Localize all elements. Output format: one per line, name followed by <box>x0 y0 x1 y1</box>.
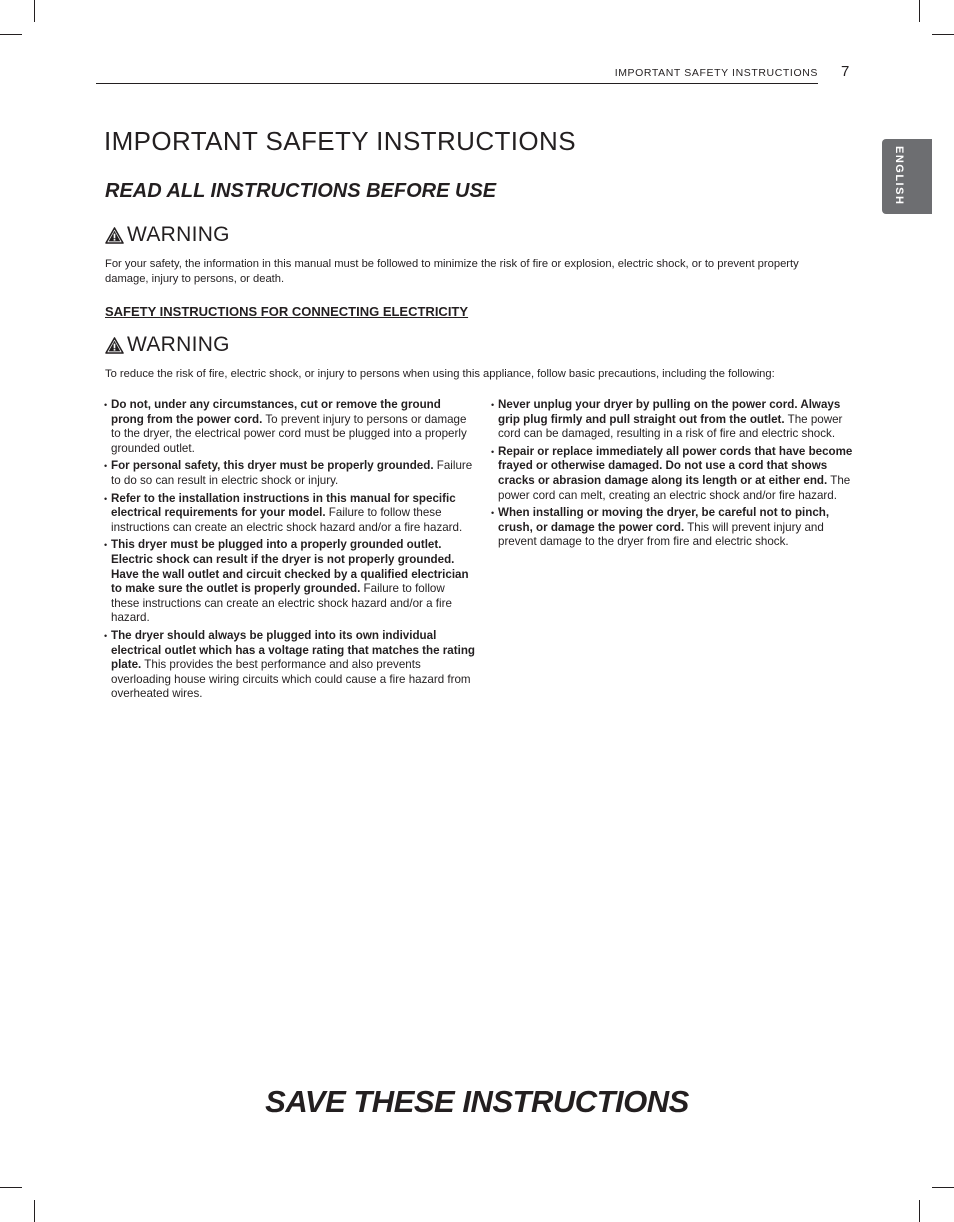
item-bold: Refer to the installation instructions in this manual for specific electrical requirements for your model. <box>111 491 456 520</box>
section-intro: To reduce the risk of fire, electric shock, or injury to persons when using this appliance, follow basic precautions, including the following: <box>105 368 775 380</box>
crop-mark <box>0 34 22 35</box>
language-tab <box>882 139 932 214</box>
right-instruction-list <box>491 398 861 553</box>
item-text: The power cord can be damaged, resulting in a risk of fire and electric shock. <box>498 412 843 441</box>
subtitle: READ ALL INSTRUCTIONS BEFORE USE <box>105 180 497 202</box>
item-bold: Repair or replace immediately all power cords that have become frayed or otherwise damaged. Do not use a cord that shows cracks or abrasion damage along its length or at either end. <box>498 444 853 487</box>
list-item <box>491 398 861 442</box>
item-bold: Never unplug your dryer by pulling on the power cord. Always grip plug firmly and pull straight out from the outlet. <box>498 398 841 426</box>
list-item <box>104 538 476 626</box>
page-title: IMPORTANT SAFETY INSTRUCTIONS <box>104 126 576 156</box>
list-item <box>104 398 476 456</box>
language-tab-label: ENGLISH <box>893 146 905 206</box>
left-instruction-list <box>104 398 476 705</box>
warning-triangle-icon <box>105 337 124 354</box>
warning-triangle-icon <box>105 227 124 244</box>
warning-label: WARNING <box>127 333 230 356</box>
header-rule <box>96 83 818 84</box>
item-bold: For personal safety, this dryer must be properly grounded. <box>111 459 434 473</box>
page-number: 7 <box>841 63 850 80</box>
item-text: To prevent injury to persons or damage to the dryer, the electrical power cord must be plugged into a properly grounded outlet. <box>111 412 467 455</box>
crop-mark <box>919 1200 920 1222</box>
item-bold: This dryer must be plugged into a properly grounded outlet. Electric shock can result if the dryer is not properly grounded. Have the wall outlet and circuit checked by a qualified electrician to make sure the outlet is properly grounded. <box>111 538 469 596</box>
item-text: Failure to follow these instructions can create an electric shock hazard and/or a fire hazard. <box>111 506 463 534</box>
item-text: The power cord can melt, creating an electric shock and/or fire hazard. <box>498 473 851 502</box>
section-heading: SAFETY INSTRUCTIONS FOR CONNECTING ELECTRICITY <box>105 304 469 319</box>
item-bold: Do not, under any circumstances, cut or remove the ground prong from the power cord. <box>111 398 441 426</box>
item-text: Failure to do so can result in electric shock or injury. <box>111 459 473 487</box>
list-item <box>104 629 476 702</box>
list-item <box>104 459 476 488</box>
crop-mark <box>919 0 920 22</box>
section-warning-heading <box>105 333 230 357</box>
crop-mark <box>34 1200 35 1222</box>
item-text: This provides the best performance and also prevents overloading house wiring circuits which could cause a fire hazard from overheated wires. <box>111 658 471 701</box>
item-bold: The dryer should always be plugged into its own individual electrical outlet which has a voltage rating that matches the rating plate. <box>111 628 476 672</box>
running-header: IMPORTANT SAFETY INSTRUCTIONS <box>614 67 818 79</box>
footer-title: SAVE THESE INSTRUCTIONS <box>265 1084 689 1119</box>
list-item <box>491 506 861 550</box>
crop-mark <box>34 0 35 22</box>
warning-label: WARNING <box>127 223 230 246</box>
item-text: This will prevent injury and prevent damage to the dryer from fire and electric shock. <box>498 520 824 549</box>
crop-mark <box>932 34 954 35</box>
crop-mark <box>932 1187 954 1188</box>
intro-paragraph: For your safety, the information in this manual must be followed to minimize the risk of fire or explosion, electric shock, or to prevent property damage, injury to persons, or death. <box>105 258 799 285</box>
list-item <box>491 445 861 503</box>
list-item <box>104 492 476 536</box>
crop-mark <box>0 1187 22 1188</box>
item-text: Failure to follow these instructions can create an electric shock hazard and/or a fire hazard. <box>111 582 452 625</box>
warning-heading <box>105 223 230 247</box>
item-bold: When installing or moving the dryer, be careful not to pinch, crush, or damage the power cord. <box>498 506 830 534</box>
